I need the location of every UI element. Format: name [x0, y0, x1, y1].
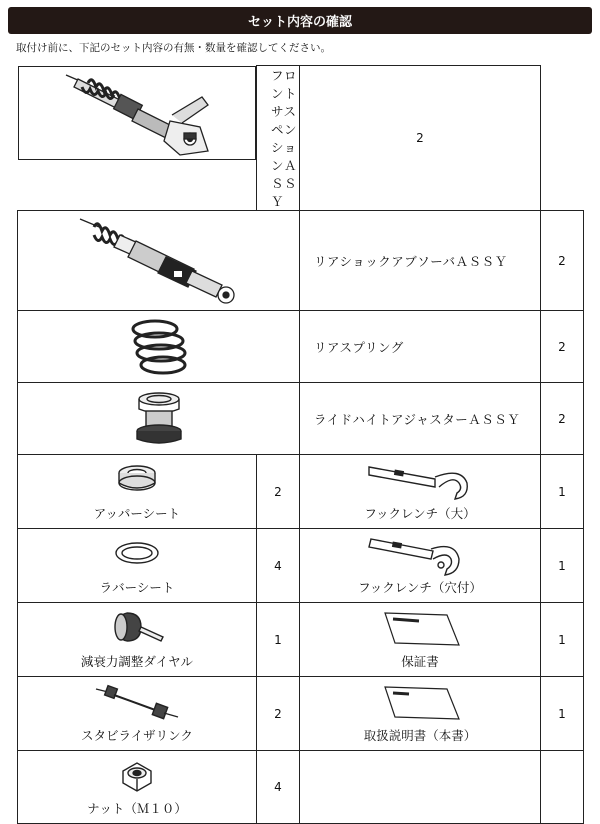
item-cell	[300, 677, 541, 751]
table-row	[18, 529, 584, 603]
hook-wrench-large-icon	[365, 461, 475, 501]
item-qty: 4	[257, 751, 300, 824]
item-qty: 2	[541, 383, 584, 455]
item-name: ライドハイトアジャスターＡＳＳＹ	[300, 383, 541, 455]
item-qty	[541, 751, 584, 824]
item-name: リアショックアブソーバＡＳＳＹ	[300, 211, 541, 311]
item-qty: 2	[541, 311, 584, 383]
table-row	[18, 383, 584, 455]
item-qty: 1	[541, 529, 584, 603]
table-row	[18, 66, 584, 211]
item-name: アッパーシート	[93, 506, 181, 521]
page-header	[8, 7, 592, 34]
item-name: リアスプリング	[300, 311, 541, 383]
rear-spring-icon	[119, 315, 199, 379]
item-cell	[18, 455, 257, 529]
item-name: スタビライザリンク	[81, 728, 193, 743]
header-title: セット内容の確認	[247, 15, 352, 30]
rubber-seat-icon	[112, 535, 162, 571]
item-qty: 1	[541, 455, 584, 529]
item-cell	[18, 603, 257, 677]
item-cell	[300, 455, 541, 529]
item-qty: 1	[541, 603, 584, 677]
set-contents-table	[17, 65, 584, 824]
item-name: ラバーシート	[99, 580, 175, 595]
item-name: 取扱説明書（本書）	[363, 728, 477, 743]
item-qty: 1	[541, 677, 584, 751]
item-name: フロントサスペンションＡＳＳＹ	[257, 66, 300, 211]
item-cell	[18, 677, 257, 751]
empty-cell	[300, 751, 541, 824]
item-cell	[300, 529, 541, 603]
table-row	[18, 311, 584, 383]
table-row	[18, 455, 584, 529]
image-cell	[18, 66, 257, 160]
item-name: フックレンチ（大）	[364, 506, 476, 521]
damping-dial-icon	[107, 609, 167, 649]
ride-height-adjuster-icon	[124, 387, 194, 451]
upper-seat-icon	[112, 461, 162, 497]
item-qty: 2	[300, 66, 541, 211]
item-qty: 2	[541, 211, 584, 311]
instruction-manual-icon	[375, 683, 465, 723]
stabilizer-link-icon	[92, 683, 182, 723]
image-cell	[18, 211, 300, 311]
image-cell	[18, 383, 300, 455]
table-row	[18, 211, 584, 311]
warranty-card-icon	[375, 609, 465, 649]
nut-m10-icon	[115, 757, 159, 797]
intro-text: 取付け前に、下記のセット内容の有無・数量を確認してください。	[16, 42, 331, 54]
item-qty: 4	[257, 529, 300, 603]
item-cell	[300, 603, 541, 677]
image-cell	[18, 311, 300, 383]
front-suspension-icon	[52, 67, 222, 159]
item-qty: 2	[257, 677, 300, 751]
hook-wrench-holed-icon	[365, 535, 475, 577]
table-row	[18, 603, 584, 677]
item-name: フックレンチ（穴付）	[358, 580, 482, 595]
item-name: ナット（Ｍ１０）	[87, 801, 187, 816]
table-row	[18, 751, 584, 824]
item-qty: 2	[257, 455, 300, 529]
rear-shock-absorber-icon	[74, 213, 244, 309]
item-name: 減衰力調整ダイヤル	[80, 654, 194, 669]
item-cell	[18, 751, 257, 824]
item-cell	[18, 529, 257, 603]
table-row	[18, 677, 584, 751]
item-qty: 1	[257, 603, 300, 677]
item-name: 保証書	[401, 654, 439, 669]
